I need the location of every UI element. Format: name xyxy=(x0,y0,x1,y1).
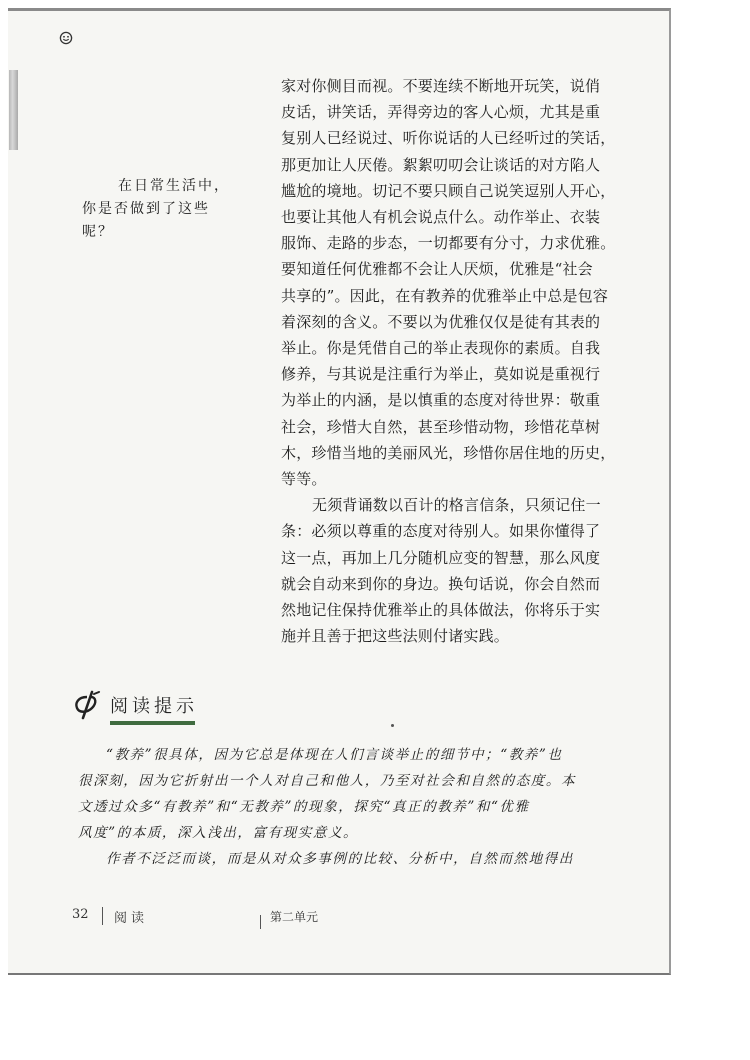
body-line: 皮话，讲笑话，弄得旁边的客人心烦，尤其是重 xyxy=(281,103,601,122)
reading-tips-text xyxy=(78,742,623,872)
margin-question-line: 在日常生活中， xyxy=(118,178,230,194)
body-line: 举止。你是凭借自己的举止表现你的素质。自我 xyxy=(281,339,601,358)
body-line: 共享的”。因此，在有教养的优雅举止中总是包容 xyxy=(281,286,609,305)
margin-question xyxy=(82,175,242,244)
body-line: 条：必须以尊重的态度对待别人。如果你懂得了 xyxy=(281,522,601,541)
body-line: 服饰、走路的步态，一切都要有分寸，力求优雅。 xyxy=(281,234,616,253)
page-number: 32 xyxy=(72,907,89,922)
body-line: 修养，与其说是注重行为举止，莫如说是重视行 xyxy=(281,365,601,384)
body-line: 然地记住保持优雅举止的具体做法，你将乐于实 xyxy=(281,601,601,620)
body-line: 为举止的内涵，是以慎重的态度对待世界：敬重 xyxy=(281,391,601,410)
reading-tips-header xyxy=(72,688,198,722)
body-line: 社会，珍惜大自然，甚至珍惜动物，珍惜花草树 xyxy=(281,417,601,436)
body-line: 也要让其他人有机会说点什么。动作举止、衣装 xyxy=(281,208,601,227)
reading-tips-title: 阅读提示 xyxy=(110,696,198,717)
tips-line: “教养”很具体，因为它总是体现在人们言谈举止的细节中；“教养”也 xyxy=(106,747,563,763)
footer-divider xyxy=(102,907,103,925)
body-line: 施并且善于把这些法则付诸实践。 xyxy=(281,627,510,646)
unit-label: 第二单元 xyxy=(270,910,319,924)
page-footer xyxy=(72,905,472,931)
body-line: 无须背诵数以百计的格言信条，只须记住一 xyxy=(312,496,601,515)
body-line: 就会自动来到你的身边。换句话说，你会自然而 xyxy=(281,574,601,593)
binding-edge xyxy=(9,70,18,150)
tips-line: 作者不泛泛而谈，而是从对众多事例的比较、分析中，自然而然地得出 xyxy=(106,851,574,867)
pen-nib-icon xyxy=(72,689,102,721)
body-line: 这一点，再加上几分随机应变的智慧，那么风度 xyxy=(281,548,601,567)
body-line: 要知道任何优雅都不会让人厌烦，优雅是“社会 xyxy=(281,260,593,279)
tips-line: 文透过众多“有教养”和“无教养”的现象，探究“真正的教养”和“优雅 xyxy=(78,799,530,815)
margin-question-line: 呢？ xyxy=(82,224,114,240)
ink-dot xyxy=(391,724,394,727)
title-underline xyxy=(110,721,195,725)
section-label: 阅读 xyxy=(114,911,149,926)
body-text xyxy=(281,73,631,649)
body-line: 等等。 xyxy=(281,470,327,489)
margin-question-line: 你是否做到了这些 xyxy=(82,201,210,217)
tips-line: 风度”的本质，深入浅出，富有现实意义。 xyxy=(78,825,359,841)
body-line: 着深刻的含义。不要以为优雅仅仅是徒有其表的 xyxy=(281,312,601,331)
tips-line: 很深刻，因为它折射出一个人对自己和他人，乃至对社会和自然的态度。本 xyxy=(78,773,577,789)
body-line: 木，珍惜当地的美丽风光，珍惜你居住地的历史， xyxy=(281,443,616,462)
footer-divider xyxy=(260,915,261,929)
smiley-icon xyxy=(59,31,73,45)
body-line: 复别人已经说过、听你说话的人已经听过的笑话， xyxy=(281,129,616,148)
body-line: 家对你侧目而视。不要连续不断地开玩笑，说俏 xyxy=(281,77,601,95)
body-line: 那更加让人厌倦。絮絮叨叨会让谈话的对方陷人 xyxy=(281,155,601,174)
body-line: 尴尬的境地。切记不要只顾自己说笑逗别人开心， xyxy=(281,181,616,200)
